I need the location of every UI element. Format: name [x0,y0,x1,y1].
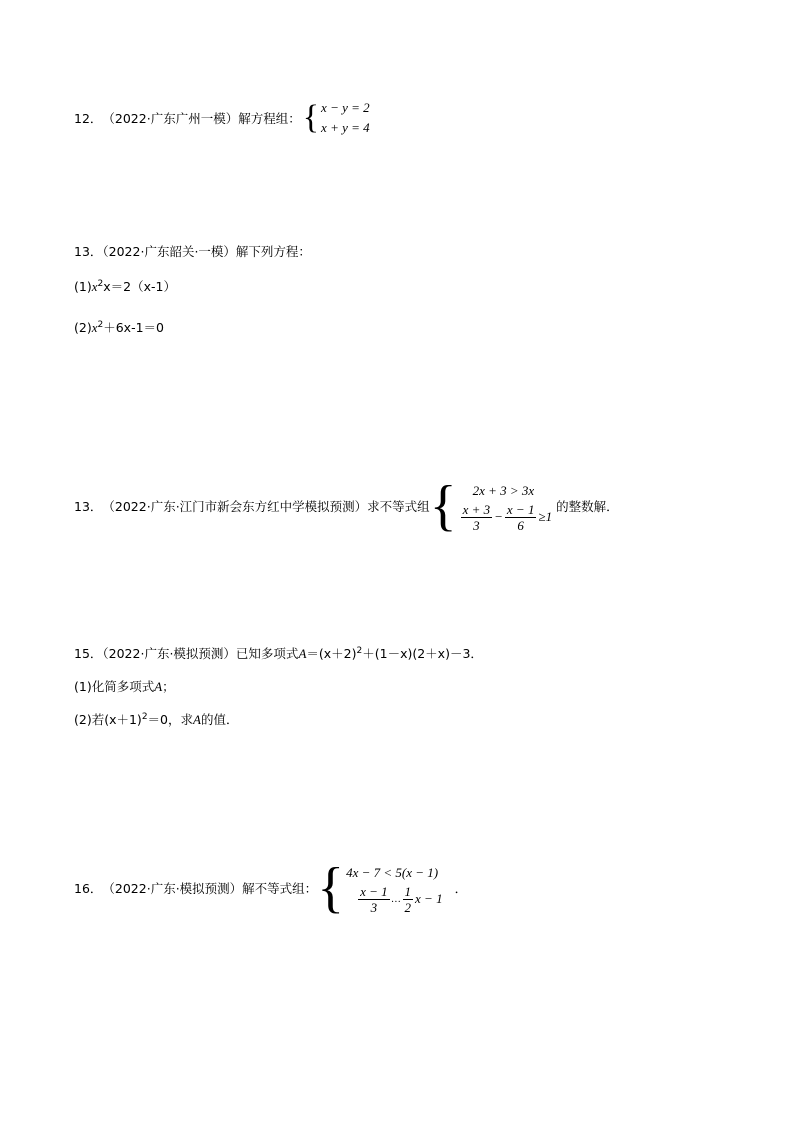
question-16 [74,857,468,919]
numerator: 1 [404,883,412,899]
part-text: 的值． [200,712,239,727]
question-13a-part-2 [74,318,164,336]
equation-system [321,98,370,138]
question-source: （2022·广东广州一模） [102,111,239,126]
numerator: x + 3 [462,501,491,517]
left-brace: { [429,475,457,537]
question-source: （2022·广东·江门市新会东方红中学模拟预测） [102,499,368,514]
inequality-system [459,480,553,533]
denominator: 6 [517,517,524,533]
relation: … [391,893,401,905]
equation-1: x − y = 2 [321,100,370,115]
inequality-2 [459,502,553,533]
question-suffix: ． [454,881,468,896]
left-brace: { [317,857,345,919]
question-13a-part-1 [74,277,176,295]
math-var: A [298,646,307,661]
exponent: 2 [141,711,148,722]
relation: ≥1 [538,509,553,524]
denominator: 2 [404,899,412,915]
math-var: x [91,320,98,335]
question-stem: 解不等式组： [242,881,318,896]
equation-text: x＝2（x-1） [103,279,176,294]
question-13a [74,242,311,260]
question-source: （2022·广东韶关·一模） [102,244,236,259]
numerator: x − 1 [360,883,388,899]
question-15-part-1 [74,677,175,695]
equation-2: x + y = 4 [321,120,370,135]
left-brace: { [302,99,320,136]
inequality-1: 2x + 3 > 3x [472,482,535,498]
exponent: 2 [97,319,104,330]
expression: x − 1 [415,891,443,906]
fraction [461,502,493,533]
question-number: 15． [74,646,103,661]
question-number: 13． [74,499,103,514]
math-var: A [154,679,163,694]
part-text: ； [162,679,175,694]
fraction [358,884,390,915]
question-15 [74,644,483,662]
exponent: 2 [97,278,104,289]
part-text: ＝0，求 [147,712,193,727]
question-number: 13． [74,244,103,259]
part-text: (2)若(x＋1) [74,712,142,727]
numerator: x − 1 [506,501,535,517]
question-stem: 求不等式组 [367,499,430,514]
inequality-system [346,862,443,915]
expression: ＋(1－x)(2＋x)－3． [362,646,483,661]
equation-text: ＋6x-1＝0 [103,320,165,335]
fraction [403,884,414,915]
question-stem: 解下列方程： [235,244,311,259]
question-stem: 已知多项式 [235,646,299,661]
part-label: (2) [74,320,92,335]
fraction [505,502,537,533]
part-text: (1)化简多项式 [74,679,155,694]
question-suffix: 的整数解． [556,499,619,514]
question-source: （2022·广东·模拟预测） [102,881,243,896]
part-label: (1) [74,279,92,294]
question-12 [74,98,370,138]
question-13b [74,475,619,537]
denominator: 3 [473,517,480,533]
inequality-2 [356,884,443,915]
question-number: 16． [74,881,103,896]
math-var: x [91,279,98,294]
math-var: A [193,712,201,727]
exponent: 2 [356,645,363,656]
question-source: （2022·广东·模拟预测） [102,646,236,661]
minus-sign: − [494,509,503,524]
inequality-1: 4x − 7 < 5(x − 1) [346,864,439,880]
denominator: 3 [370,899,378,915]
question-15-part-2 [74,710,238,728]
question-stem: 解方程组： [238,111,301,126]
expression: ＝(x＋2) [306,646,357,661]
question-number: 12． [74,111,103,126]
